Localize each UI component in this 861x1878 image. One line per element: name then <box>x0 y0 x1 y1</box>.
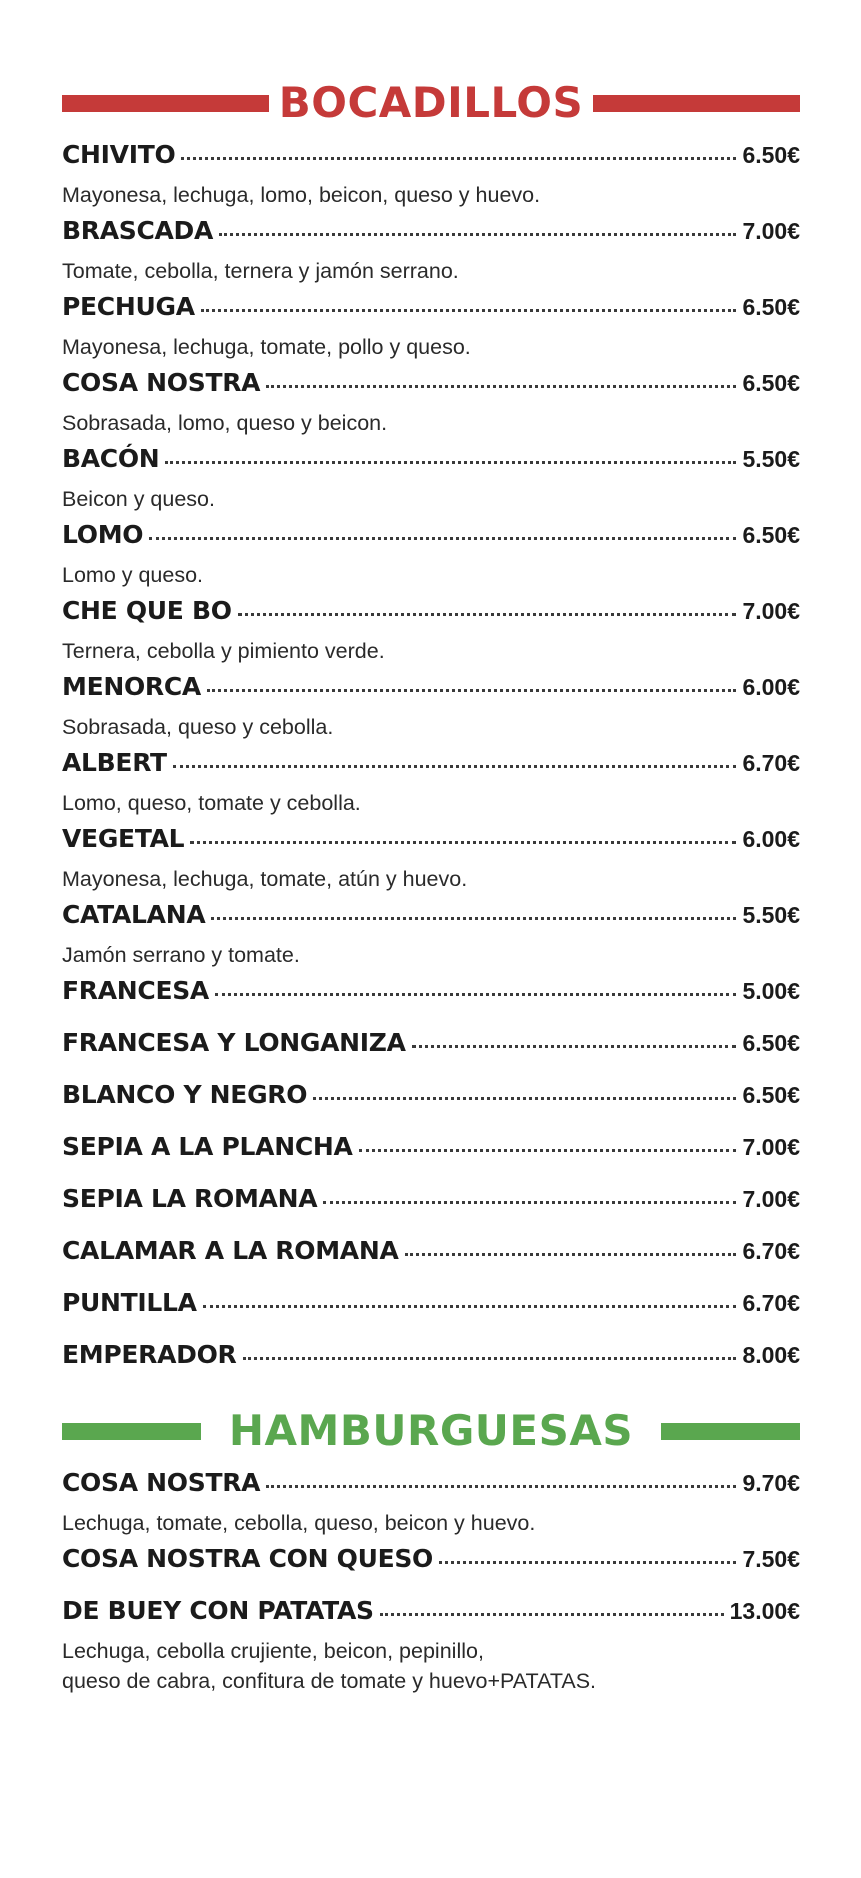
menu-item-row <box>62 1184 800 1230</box>
dot-leader <box>211 915 736 920</box>
menu-item <box>62 1132 800 1178</box>
menu-item-row <box>62 1236 800 1282</box>
item-price: 13.00€ <box>729 1598 800 1624</box>
item-price: 6.50€ <box>742 294 800 320</box>
menu-item <box>62 216 800 286</box>
item-price: 5.00€ <box>742 978 800 1004</box>
item-list <box>62 1468 800 1696</box>
item-name: CHE QUE BO <box>62 596 232 625</box>
menu-page <box>62 72 800 1696</box>
item-description: Lomo, queso, tomate y cebolla. <box>62 791 361 815</box>
section-header <box>62 1400 800 1462</box>
item-name: COSA NOSTRA CON QUESO <box>62 1544 434 1573</box>
dot-leader <box>149 535 736 540</box>
item-price: 7.00€ <box>742 1186 800 1212</box>
dot-leader <box>238 611 737 616</box>
menu-item <box>62 1340 800 1386</box>
menu-item <box>62 1236 800 1282</box>
dot-leader <box>165 459 736 464</box>
section-hamburguesas <box>62 1400 800 1696</box>
item-name: EMPERADOR <box>62 1340 237 1369</box>
item-description: Sobrasada, lomo, queso y beicon. <box>62 411 388 435</box>
section-header <box>62 72 800 134</box>
item-name: SEPIA LA ROMANA <box>62 1184 318 1213</box>
item-name: BRASCADA <box>62 216 214 245</box>
item-price: 7.00€ <box>742 598 800 624</box>
menu-item <box>62 1468 800 1538</box>
menu-item-row <box>62 1132 800 1178</box>
dot-leader <box>359 1147 737 1152</box>
header-bar-right <box>593 95 800 112</box>
item-name: VEGETAL <box>62 824 185 853</box>
menu-item <box>62 520 800 590</box>
item-price: 6.70€ <box>742 750 800 776</box>
menu-item-row <box>62 976 800 1022</box>
menu-item <box>62 672 800 742</box>
item-price: 6.50€ <box>742 1082 800 1108</box>
item-price: 6.50€ <box>742 1030 800 1056</box>
menu-item <box>62 1288 800 1334</box>
dot-leader <box>181 155 736 160</box>
item-price: 9.70€ <box>742 1470 800 1496</box>
item-name: CATALANA <box>62 900 206 929</box>
menu-item <box>62 748 800 818</box>
item-price: 6.70€ <box>742 1290 800 1316</box>
menu-item <box>62 1596 800 1696</box>
item-price: 6.00€ <box>742 674 800 700</box>
menu-item <box>62 1028 800 1074</box>
item-name: FRANCESA Y LONGANIZA <box>62 1028 406 1057</box>
menu-item <box>62 596 800 666</box>
item-price: 7.00€ <box>742 1134 800 1160</box>
item-price: 6.50€ <box>742 142 800 168</box>
dot-leader <box>266 383 736 388</box>
item-name: LOMO <box>62 520 144 549</box>
item-description: Sobrasada, queso y cebolla. <box>62 715 334 739</box>
item-name: SEPIA A LA PLANCHA <box>62 1132 353 1161</box>
item-description: Lomo y queso. <box>62 563 204 587</box>
menu-item <box>62 976 800 1022</box>
menu-item <box>62 1184 800 1230</box>
menu-item <box>62 900 800 970</box>
section-title: BOCADILLOS <box>278 78 584 127</box>
menu-item-row <box>62 1080 800 1126</box>
item-price: 8.00€ <box>742 1342 800 1368</box>
menu-item <box>62 1080 800 1126</box>
item-description: Mayonesa, lechuga, tomate, pollo y queso. <box>62 335 471 359</box>
item-name: CHIVITO <box>62 140 176 169</box>
section-bocadillos <box>62 72 800 1386</box>
item-price: 6.50€ <box>742 522 800 548</box>
menu-item-row <box>62 1288 800 1334</box>
dot-leader <box>412 1043 737 1048</box>
header-bar-left <box>62 95 269 112</box>
item-description: Beicon y queso. <box>62 487 215 511</box>
item-name: COSA NOSTRA <box>62 1468 261 1497</box>
menu-item <box>62 368 800 438</box>
item-description: Jamón serrano y tomate. <box>62 943 300 967</box>
dot-leader <box>207 687 736 692</box>
item-price: 5.50€ <box>742 446 800 472</box>
item-description: Mayonesa, lechuga, lomo, beicon, queso y huevo. <box>62 183 541 207</box>
item-name: PUNTILLA <box>62 1288 197 1317</box>
item-name: MENORCA <box>62 672 201 701</box>
item-name: PECHUGA <box>62 292 195 321</box>
dot-leader <box>266 1483 736 1488</box>
item-name: BACÓN <box>62 444 160 473</box>
menu-item <box>62 140 800 210</box>
dot-leader <box>380 1611 724 1616</box>
item-name: ALBERT <box>62 748 167 777</box>
menu-item <box>62 824 800 894</box>
item-price: 7.00€ <box>742 218 800 244</box>
menu-item-row <box>62 1340 800 1386</box>
dot-leader <box>439 1559 736 1564</box>
menu-item-row <box>62 1028 800 1074</box>
item-price: 7.50€ <box>742 1546 800 1572</box>
section-title: HAMBURGUESAS <box>228 1406 634 1455</box>
item-name: DE BUEY CON PATATAS <box>62 1596 374 1625</box>
item-description: Tomate, cebolla, ternera y jamón serrano. <box>62 259 459 283</box>
item-price: 6.70€ <box>742 1238 800 1264</box>
item-description: Lechuga, tomate, cebolla, queso, beicon y huevo. <box>62 1511 536 1535</box>
item-name: FRANCESA <box>62 976 209 1005</box>
item-name: CALAMAR A LA ROMANA <box>62 1236 399 1265</box>
item-list <box>62 140 800 1386</box>
item-price: 6.00€ <box>742 826 800 852</box>
item-price: 5.50€ <box>742 902 800 928</box>
menu-item <box>62 292 800 362</box>
menu-item <box>62 1544 800 1590</box>
item-name: BLANCO Y NEGRO <box>62 1080 308 1109</box>
menu-item-row <box>62 1544 800 1590</box>
dot-leader <box>203 1303 737 1308</box>
dot-leader <box>201 307 737 312</box>
dot-leader <box>173 763 737 768</box>
dot-leader <box>243 1355 737 1360</box>
item-name: COSA NOSTRA <box>62 368 261 397</box>
dot-leader <box>405 1251 737 1256</box>
dot-leader <box>190 839 736 844</box>
menu-item <box>62 444 800 514</box>
dot-leader <box>323 1199 736 1204</box>
item-price: 6.50€ <box>742 370 800 396</box>
dot-leader <box>215 991 736 996</box>
dot-leader <box>313 1095 736 1100</box>
header-bar-left <box>62 1423 201 1440</box>
item-description: Ternera, cebolla y pimiento verde. <box>62 639 385 663</box>
item-description: Lechuga, cebolla crujiente, beicon, pepinillo, queso de cabra, confitura de tomate y huevo+PATATAS. <box>62 1639 597 1693</box>
dot-leader <box>219 231 736 236</box>
header-bar-right <box>661 1423 800 1440</box>
item-description: Mayonesa, lechuga, tomate, atún y huevo. <box>62 867 468 891</box>
